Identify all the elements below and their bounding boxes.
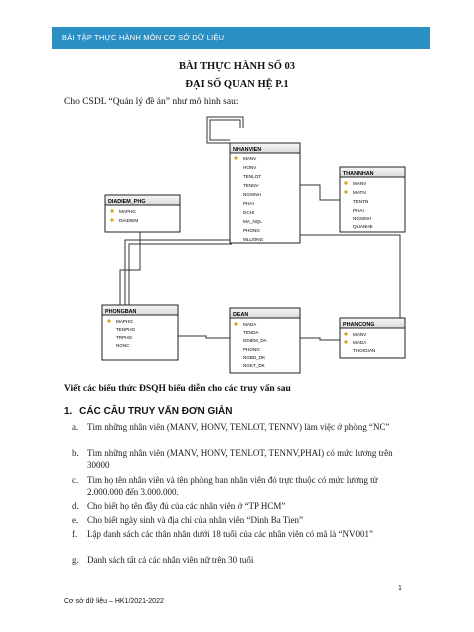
field: TRPHG [116, 335, 133, 340]
field: PHAI [353, 208, 364, 213]
question-item [72, 421, 412, 433]
question-text: Danh sách tất cả các nhân viên nữ trên 30 tuổi [87, 555, 254, 565]
question-marker: d. [72, 501, 79, 511]
page-subtitle: ĐẠI SỐ QUAN HỆ P.1 [185, 79, 289, 90]
field: MA_NQL [243, 219, 262, 224]
question-text: Cho biết họ tên đầy đủ của các nhân viên ở “TP HCM” [87, 501, 286, 511]
field: NGNC [116, 343, 130, 348]
table-phongban-name: PHONGBAN [105, 309, 137, 315]
field: MAPHG [119, 209, 136, 214]
field: MLUONG [243, 237, 264, 242]
question-marker: b. [72, 448, 79, 458]
question-marker: f. [72, 529, 78, 539]
intro-text: Cho CSDL “Quản lý đề án” như mô hình sau: [64, 97, 239, 107]
question-marker: a. [72, 422, 79, 432]
field: TENPHG [116, 327, 136, 332]
table-phancong-name: PHANCONG [343, 322, 375, 328]
page-title: BÀI THỰC HÀNH SỐ 03 [178, 61, 296, 72]
section-heading: Viết các biểu thức ĐSQH biểu diễn cho các truy vấn sau [64, 384, 291, 394]
field: DDIEM_DA [243, 338, 267, 343]
section-number: 1. [64, 406, 73, 417]
question-text: Tìm họ tên nhân viên và tên phòng ban nhân viên đó trực thuộc có mức lương từ 2.000.000 đến 3.000.000. [87, 475, 378, 497]
table-nhanvien [230, 143, 300, 243]
field: PHONG [243, 228, 260, 233]
question-marker: e. [72, 515, 79, 525]
question-item [72, 554, 412, 566]
field: DIADIEM [119, 218, 139, 223]
table-dean-name: DEAN [233, 312, 249, 318]
field: MANV [243, 156, 257, 161]
table-thannhan-name: THANNHAN [343, 171, 374, 177]
section-title [64, 406, 232, 417]
table-diadiem-phg [105, 195, 180, 232]
table-nhanvien-name: NHANVIEN [233, 147, 262, 153]
field: QUANHE [353, 224, 373, 229]
field: PHONG [243, 347, 260, 352]
question-item [72, 500, 412, 512]
question-text: Lập danh sách các thân nhân dưới 18 tuổi của các nhân viên có mã là “NV001” [87, 529, 374, 539]
field: NGSINH [243, 192, 261, 197]
field: PHAI [243, 201, 254, 206]
field: MANV [353, 332, 367, 337]
field: NGBD_DK [243, 355, 266, 360]
field: DCHI [243, 210, 255, 215]
field: MADA [243, 322, 257, 327]
question-marker: g. [72, 555, 79, 565]
table-dean [230, 308, 300, 373]
field: HONV [243, 165, 257, 170]
field: THOIGIAN [353, 348, 376, 353]
question-text: Tìm những nhân viên (MANV, HONV, TENLOT, TENNV) làm việc ở phòng “NC” [87, 422, 390, 432]
field: TENDA [243, 330, 259, 335]
field: MANV [353, 181, 367, 186]
table-diadiem-name: DIADIEM_PHG [108, 199, 146, 205]
field: MATN [353, 190, 366, 195]
field: NGSINH [353, 216, 371, 221]
field: TENLOT [243, 174, 262, 179]
field: TENNV [243, 183, 259, 188]
question-item [72, 474, 412, 498]
header-banner: BÀI TẬP THỰC HÀNH MÔN CƠ SỞ DỮ LIỆU [52, 27, 430, 49]
question-item [72, 528, 412, 540]
page-number: 1 [398, 585, 402, 592]
field: NGKT_DK [243, 363, 265, 368]
field: MADA [353, 340, 367, 345]
question-text: Tìm những nhân viên (MANV, HONV, TENLOT, TENNV,PHAI) có mức lương trên 30000 [87, 448, 393, 470]
section-title-text: CÁC CÂU TRUY VẤN ĐƠN GIẢN [79, 406, 233, 417]
table-phancong [340, 318, 405, 358]
field: MAPHG [116, 319, 133, 324]
table-thannhan [340, 167, 405, 232]
footer-text: Cơ sở dữ liệu – HK1/2021-2022 [64, 598, 164, 605]
question-marker: c. [72, 475, 79, 485]
field: TENTN [353, 199, 369, 204]
question-item [72, 514, 412, 526]
question-text: Cho biết ngày sinh và địa chỉ của nhân viên “Dinh Ba Tien” [87, 515, 303, 525]
question-item [72, 447, 412, 471]
table-phongban [102, 305, 178, 360]
